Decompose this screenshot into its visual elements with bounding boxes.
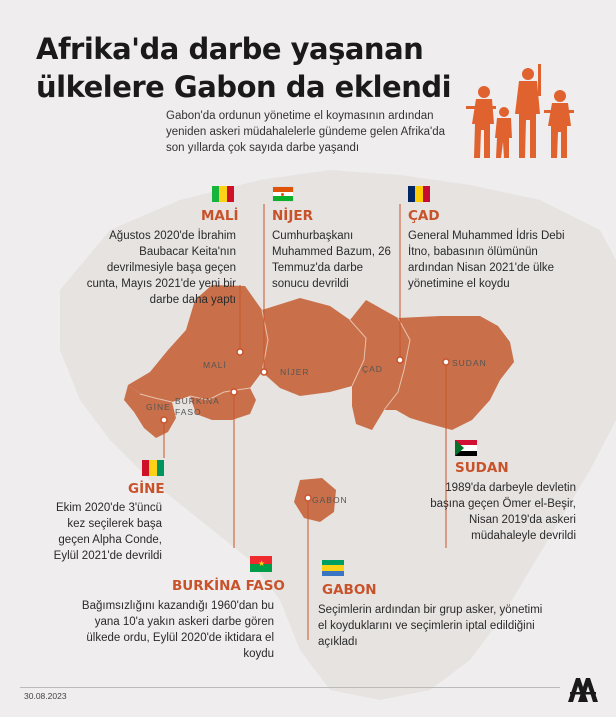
- map-label-gabon: GABON: [312, 495, 348, 505]
- niger-shape: [262, 298, 366, 396]
- guinea-title: GİNE: [128, 481, 165, 497]
- map-label-sudan: SUDAN: [452, 358, 487, 368]
- gabon-flag-icon: [322, 560, 344, 576]
- burkina-faso-title: BURKİNA FASO: [172, 578, 285, 594]
- page-title: Afrika'da darbe yaşanan ülkelere Gabon da eklendi: [36, 32, 452, 104]
- map-label-burkina-faso: BURKİNA FASO: [175, 396, 220, 417]
- sudan-flag-triangle-icon: [455, 440, 477, 456]
- gabon-description: Seçimlerin ardından bir grup asker, yönetimi el koyduklarını ve seçimlerin iptal edildiğini açıkladı: [318, 604, 543, 648]
- chad-description: General Muhammed İdris Debi İtno, babasının ölümünün ardından Nisan 2021'de ülke yönetimine el koydu: [408, 230, 565, 290]
- aa-logo-icon: [566, 674, 600, 704]
- map-label-chad: ÇAD: [362, 364, 383, 374]
- niger-flag-icon: [272, 186, 294, 202]
- mali-description: Ağustos 2020'de İbrahim Baubacar Keita'nın devrilmesiyle başa geçen cunta, Mayıs 2021'de yeni bir darbe daha yaptı: [86, 230, 236, 306]
- footer-divider: [20, 687, 560, 688]
- niger-title: NİJER: [272, 208, 313, 224]
- niger-description: Cumhurbaşkanı Muhammed Bazum, 26 Temmuz'da darbe sonucu devrildi: [272, 230, 391, 290]
- burkina-faso-flag-icon: ★: [250, 556, 272, 572]
- burkina-faso-description: Bağımsızlığını kazandığı 1960'dan bu yana 10'a yakın askeri darbe gören ülkede ordu, Eylül 2020'de iktidara el koydu: [81, 600, 274, 660]
- guinea-flag-icon: [142, 460, 164, 476]
- guinea-description: Ekim 2020'de 3'üncü kez seçilerek başa geçen Alpha Conde, Eylül 2021'de devrildi: [53, 502, 162, 562]
- page-subtitle: Gabon'da ordunun yönetime el koymasının ardından yeniden askeri müdahalelerle gündeme gelen Afrika'da son yıllarda çok sayıda darbe yaşandı: [166, 110, 446, 154]
- mali-flag-icon: [212, 186, 234, 202]
- chad-title: ÇAD: [408, 208, 440, 224]
- map-label-mali: MALİ: [203, 360, 227, 370]
- sudan-title: SUDAN: [455, 460, 509, 476]
- footer-date: 30.08.2023: [24, 691, 67, 701]
- map-label-niger: NİJER: [280, 367, 310, 377]
- chad-flag-icon: [408, 186, 430, 202]
- soldiers-silhouette-icon: [462, 62, 582, 162]
- sudan-description: 1989'da darbeyle devletin başına geçen Ömer el-Beşir, Nisan 2019'da askeri müdahaleyle devrildi: [430, 482, 576, 542]
- map-label-guinea: GİNE: [146, 402, 171, 412]
- gabon-title: GABON: [322, 582, 377, 598]
- mali-title: MALİ: [201, 208, 239, 224]
